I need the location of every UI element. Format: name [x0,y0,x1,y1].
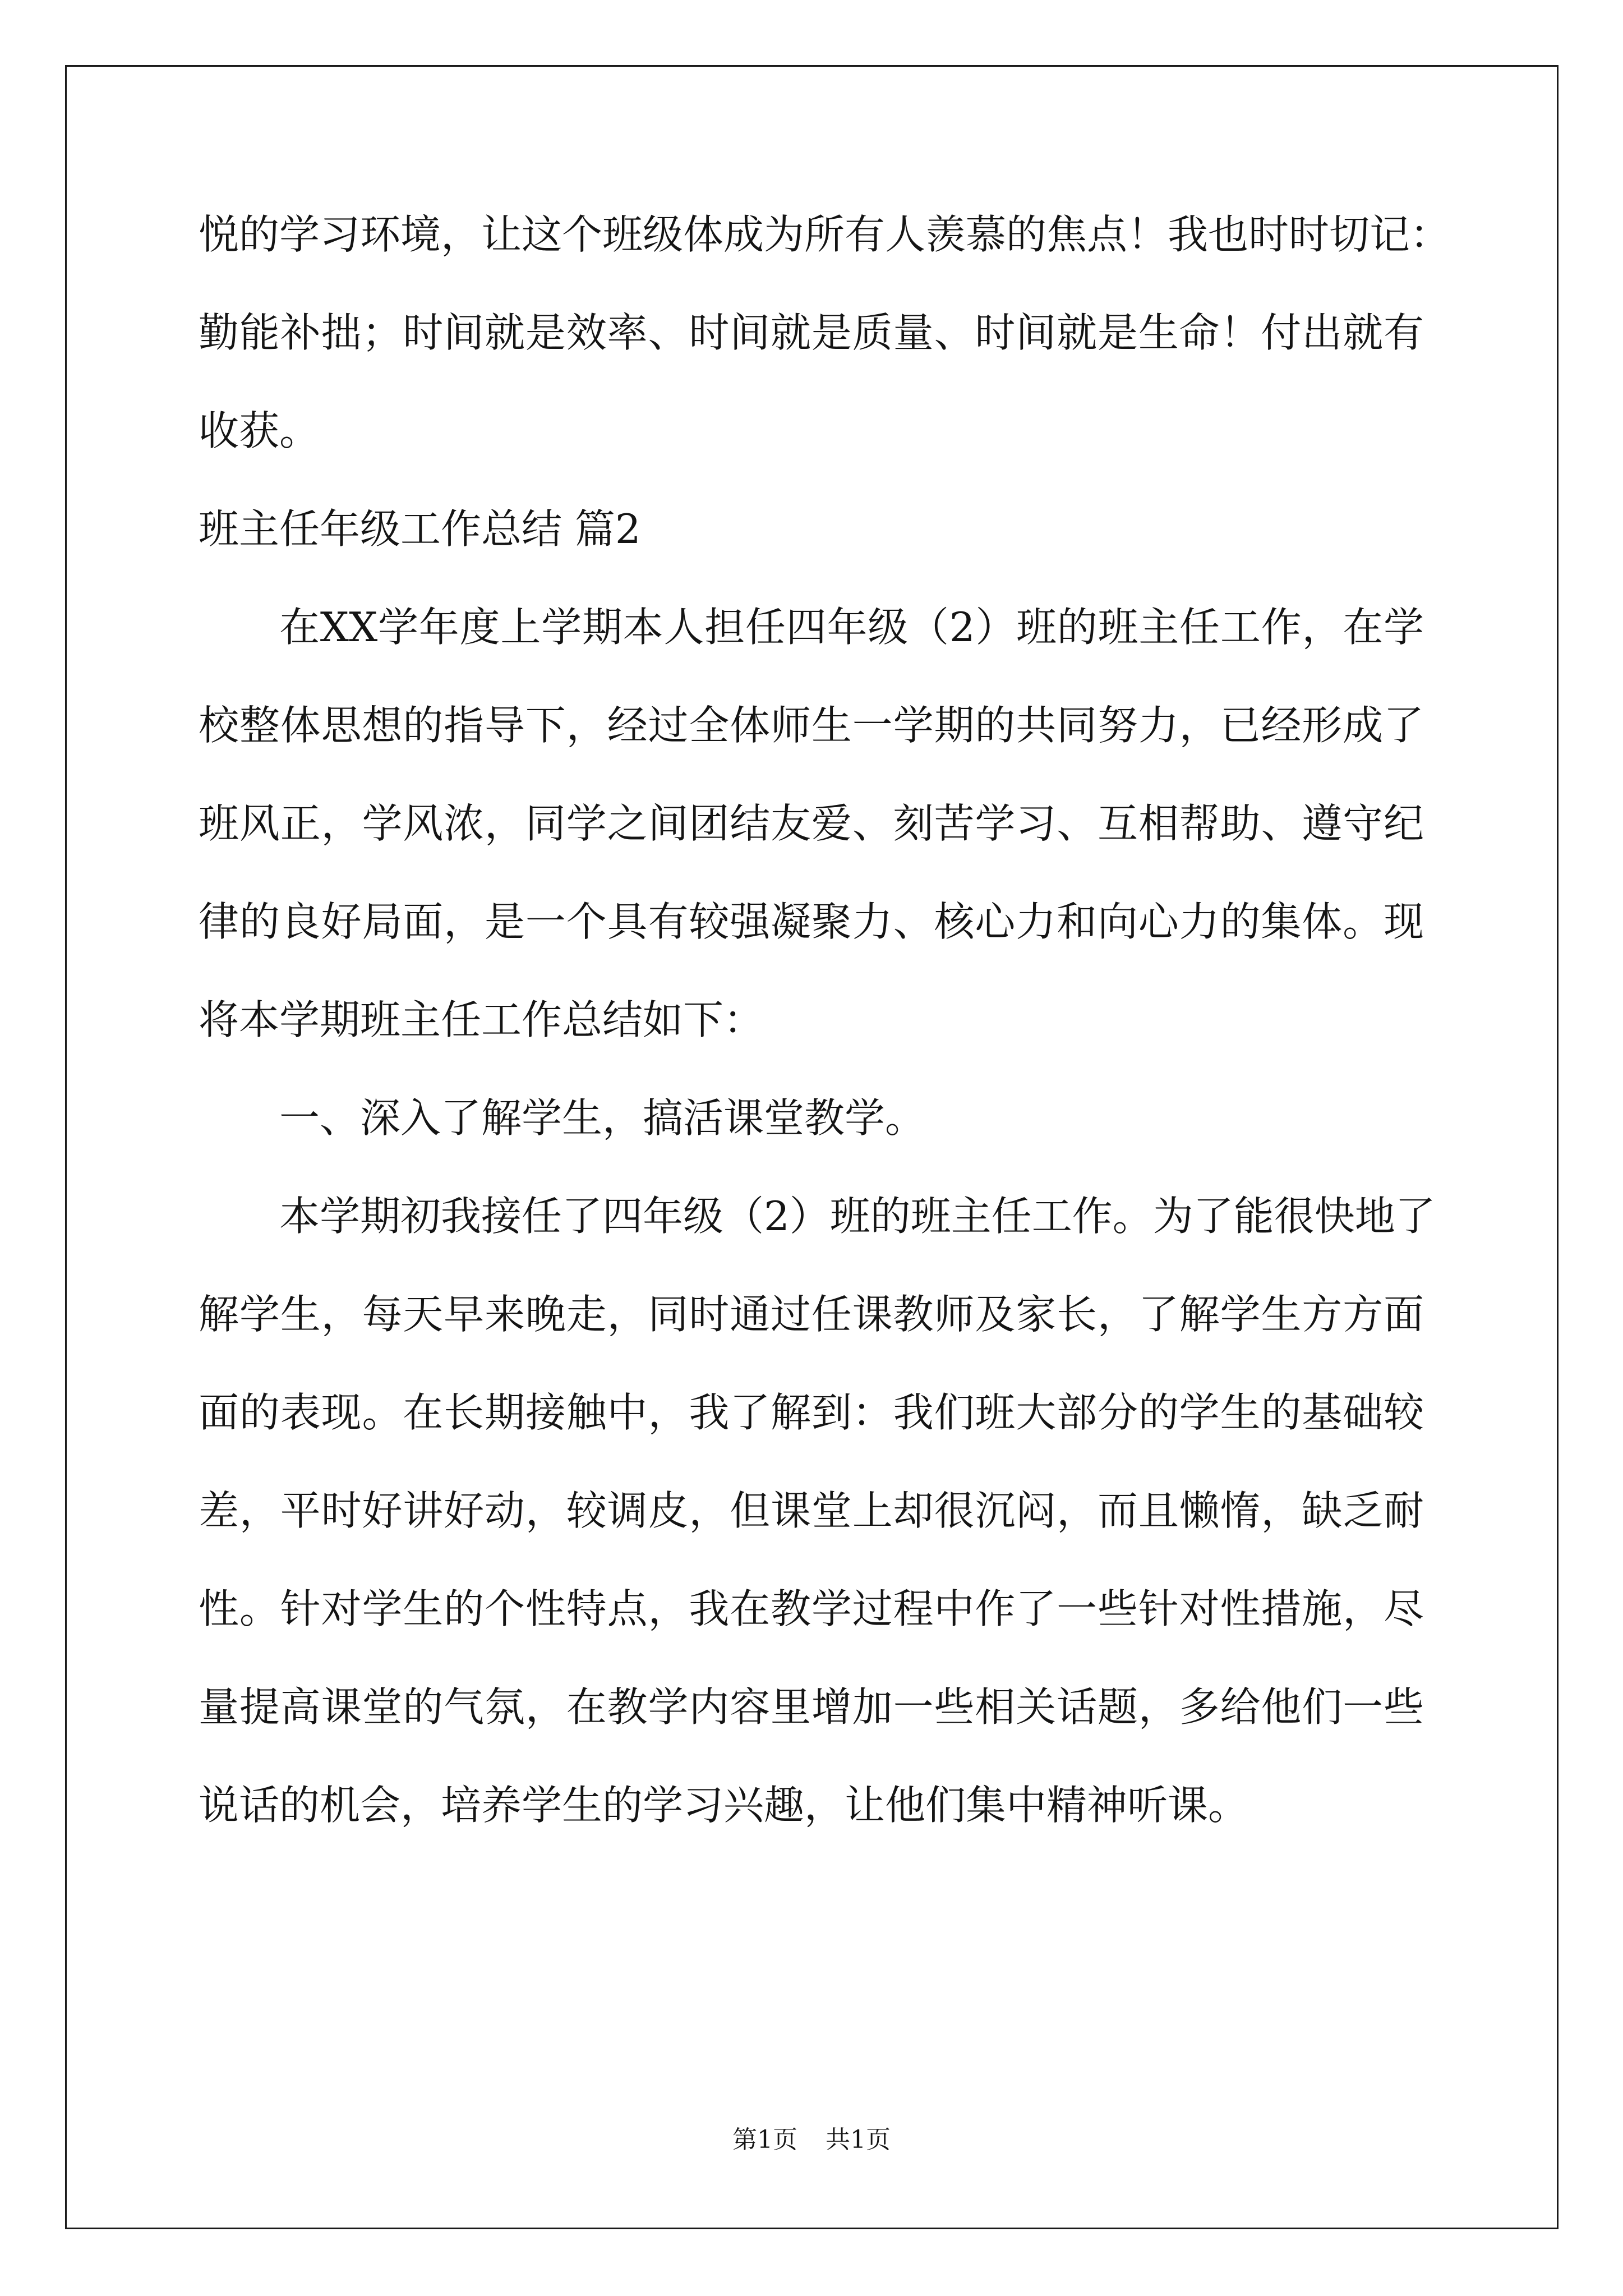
text-line-14: 差，平时好讲好动，较调皮，但课堂上却很沉闷，而且懒惰，缺乏耐 [199,1487,1424,1534]
text-line-16: 量提高课堂的气氛，在教学内容里增加一些相关话题，多给他们一些 [199,1683,1424,1731]
text-line-7: 班风正，学风浓，同学之间团结友爱、刻苦学习、互相帮助、遵守纪 [199,800,1424,847]
subheading-1: 一、深入了解学生，搞活课堂教学。 [279,1094,926,1142]
text-line-9: 将本学期班主任工作总结如下： [199,996,764,1043]
text-line-5: 在XX学年度上学期本人担任四年级（2）班的班主任工作，在学 [279,604,1424,651]
text-line-13: 面的表现。在长期接触中，我了解到：我们班大部分的学生的基础较 [199,1389,1424,1436]
page-total: 共1页 [826,2125,891,2154]
text-line-15: 性。针对学生的个性特点，我在教学过程中作了一些针对性措施，尽 [199,1585,1424,1632]
page-number: 第1页 [732,2125,797,2154]
page-border [65,65,1559,2229]
text-line-1: 悦的学习环境，让这个班级体成为所有人羡慕的焦点！我也时时切记： [199,211,1451,258]
text-line-2: 勤能补拙；时间就是效率、时间就是质量、时间就是生命！付出就有 [199,309,1424,356]
section-heading: 班主任年级工作总结 篇2 [199,505,641,553]
text-line-6: 校整体思想的指导下，经过全体师生一学期的共同努力，已经形成了 [199,702,1424,749]
text-line-17: 说话的机会，培养学生的学习兴趣，让他们集中精神听课。 [199,1782,1249,1829]
page-footer [0,2123,1623,2157]
text-line-12: 解学生，每天早来晚走，同时通过任课教师及家长，了解学生方方面 [199,1291,1424,1338]
text-line-11: 本学期初我接任了四年级（2）班的班主任工作。为了能很快地了 [279,1193,1436,1240]
text-line-3: 收获。 [199,407,320,454]
text-line-8: 律的良好局面，是一个具有较强凝聚力、核心力和向心力的集体。现 [199,898,1424,945]
